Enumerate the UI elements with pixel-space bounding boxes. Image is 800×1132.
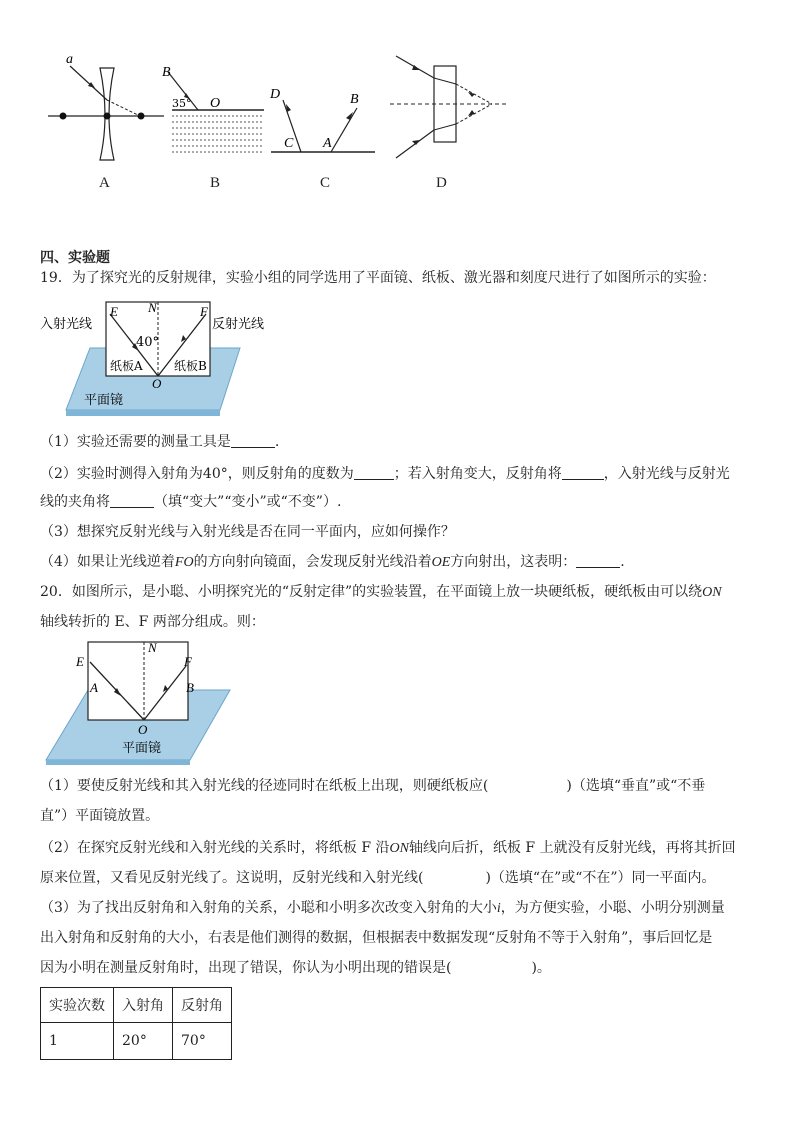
table-cell: 1 [41,1023,114,1060]
angle-label-b: 35° [172,97,192,110]
point-e-2: E [76,654,84,669]
q19-figure [40,298,280,418]
point-f-2: F [184,654,192,669]
table-header-cell: 入射角 [114,988,173,1023]
point-e: E [110,304,118,319]
q19-part1: （1）实验还需要的测量工具是 . [40,434,280,450]
table-header-row [41,988,232,1023]
q20-part1-line2: 直”）平面镜放置。 [40,808,160,824]
table-row [41,1023,232,1060]
q20-part3-line3: 因为小明在测量反射角时，出现了错误，你认为小明出现的错误是( )。 [40,960,551,976]
caption-b: B [210,175,221,191]
angle-40: 40° [136,335,160,350]
caption-c: C [320,175,331,191]
board-b-label: 纸板B [174,359,207,373]
q20-figure [40,638,240,768]
ray-a-label: A [90,680,98,695]
table-header-cell: 实验次数 [41,988,114,1023]
normal-n: N [148,300,157,315]
table-cell: 20° [114,1023,173,1060]
point-label-a: A [323,136,332,151]
q20-part2-line1: （2）在探究反射光线和入射光线的关系时，将纸板 F 沿ON轴线向后折，纸板 F 上就没有反射光线，再将其折回 [40,840,736,856]
reflected-ray-label: 反射光线 [212,317,265,332]
q20-part3-line1: （3）为了找出反射角和入射角的关系，小聪和小明多次改变入射角的大小i，为方便实验，小聪、小明分别测量 [40,900,725,916]
caption-d: D [436,175,447,191]
mirror-label-2: 平面镜 [122,741,162,756]
reflection-diagram-c [265,80,380,160]
q19-stem: 19．为了探究光的反射规律，实验小组的同学选用了平面镜、纸板、激光器和刻度尺进行了如图所示的实验： [40,270,716,286]
q19-part2-line1: （2）实验时测得入射角为40°，则反射角的度数为 ；若入射角变大，反射角将 ，入射光线与反射光 [40,466,730,482]
ray-b-label: B [186,680,194,695]
data-table [40,987,232,1060]
section-title: 四、实验题 [40,250,110,266]
point-label-c: C [284,136,294,151]
normal-n-2: N [148,640,157,655]
q20-part3-line2: 出入射角和反射角的大小，右表是他们测得的数据，但根据表中数据发现“反射角不等于入射角”，事后回忆是 [40,930,713,946]
caption-a: A [99,175,110,191]
ray-label-b2: B [350,92,359,107]
lens-diagram-d [390,48,510,163]
point-label-o: O [210,96,221,111]
q19-part3: （3）想探究反射光线与入射光线是否在同一平面内，应如何操作？ [40,524,455,540]
table-header-cell: 反射角 [173,988,232,1023]
board-a-label: 纸板A [110,359,143,373]
point-o: O [152,376,162,391]
incident-ray-label: 入射光线 [40,317,93,332]
lens-diagram-a [40,48,170,163]
q20-stem-line2: 轴线转折的 E、F 两部分组成。则： [40,614,265,630]
q19-part4: （4）如果让光线逆着FO的方向射向镜面，会发现反射光线沿着OE方向射出，这表明： . [40,554,625,570]
table-cell: 70° [173,1023,232,1060]
reflection-diagram-b [160,62,270,162]
q20-part1-line1: （1）要使反射光线和其入射光线的径迹同时在纸板上出现，则硬纸板应( )（选填“垂直”或“不垂 [40,778,706,794]
q19-part2-line2: 线的夹角将 （填“变大”“变小”或“不变”）. [40,494,342,510]
ray-label-a: a [66,52,73,67]
q20-stem-line1: 20．如图所示，是小聪、小明探究光的“反射定律”的实验装置，在平面镜上放一块硬纸板，硬纸板由可以绕ON [40,584,722,600]
q20-part2-line2: 原来位置，又看见反射光线了。这说明，反射光线和入射光线( )（选填“在”或“不在”）同一平面内。 [40,870,716,886]
point-f: F [200,304,208,319]
ray-label-b: B [162,65,171,80]
point-o-2: O [138,722,148,737]
ray-label-d: D [270,87,281,102]
mirror-label: 平面镜 [84,393,124,408]
